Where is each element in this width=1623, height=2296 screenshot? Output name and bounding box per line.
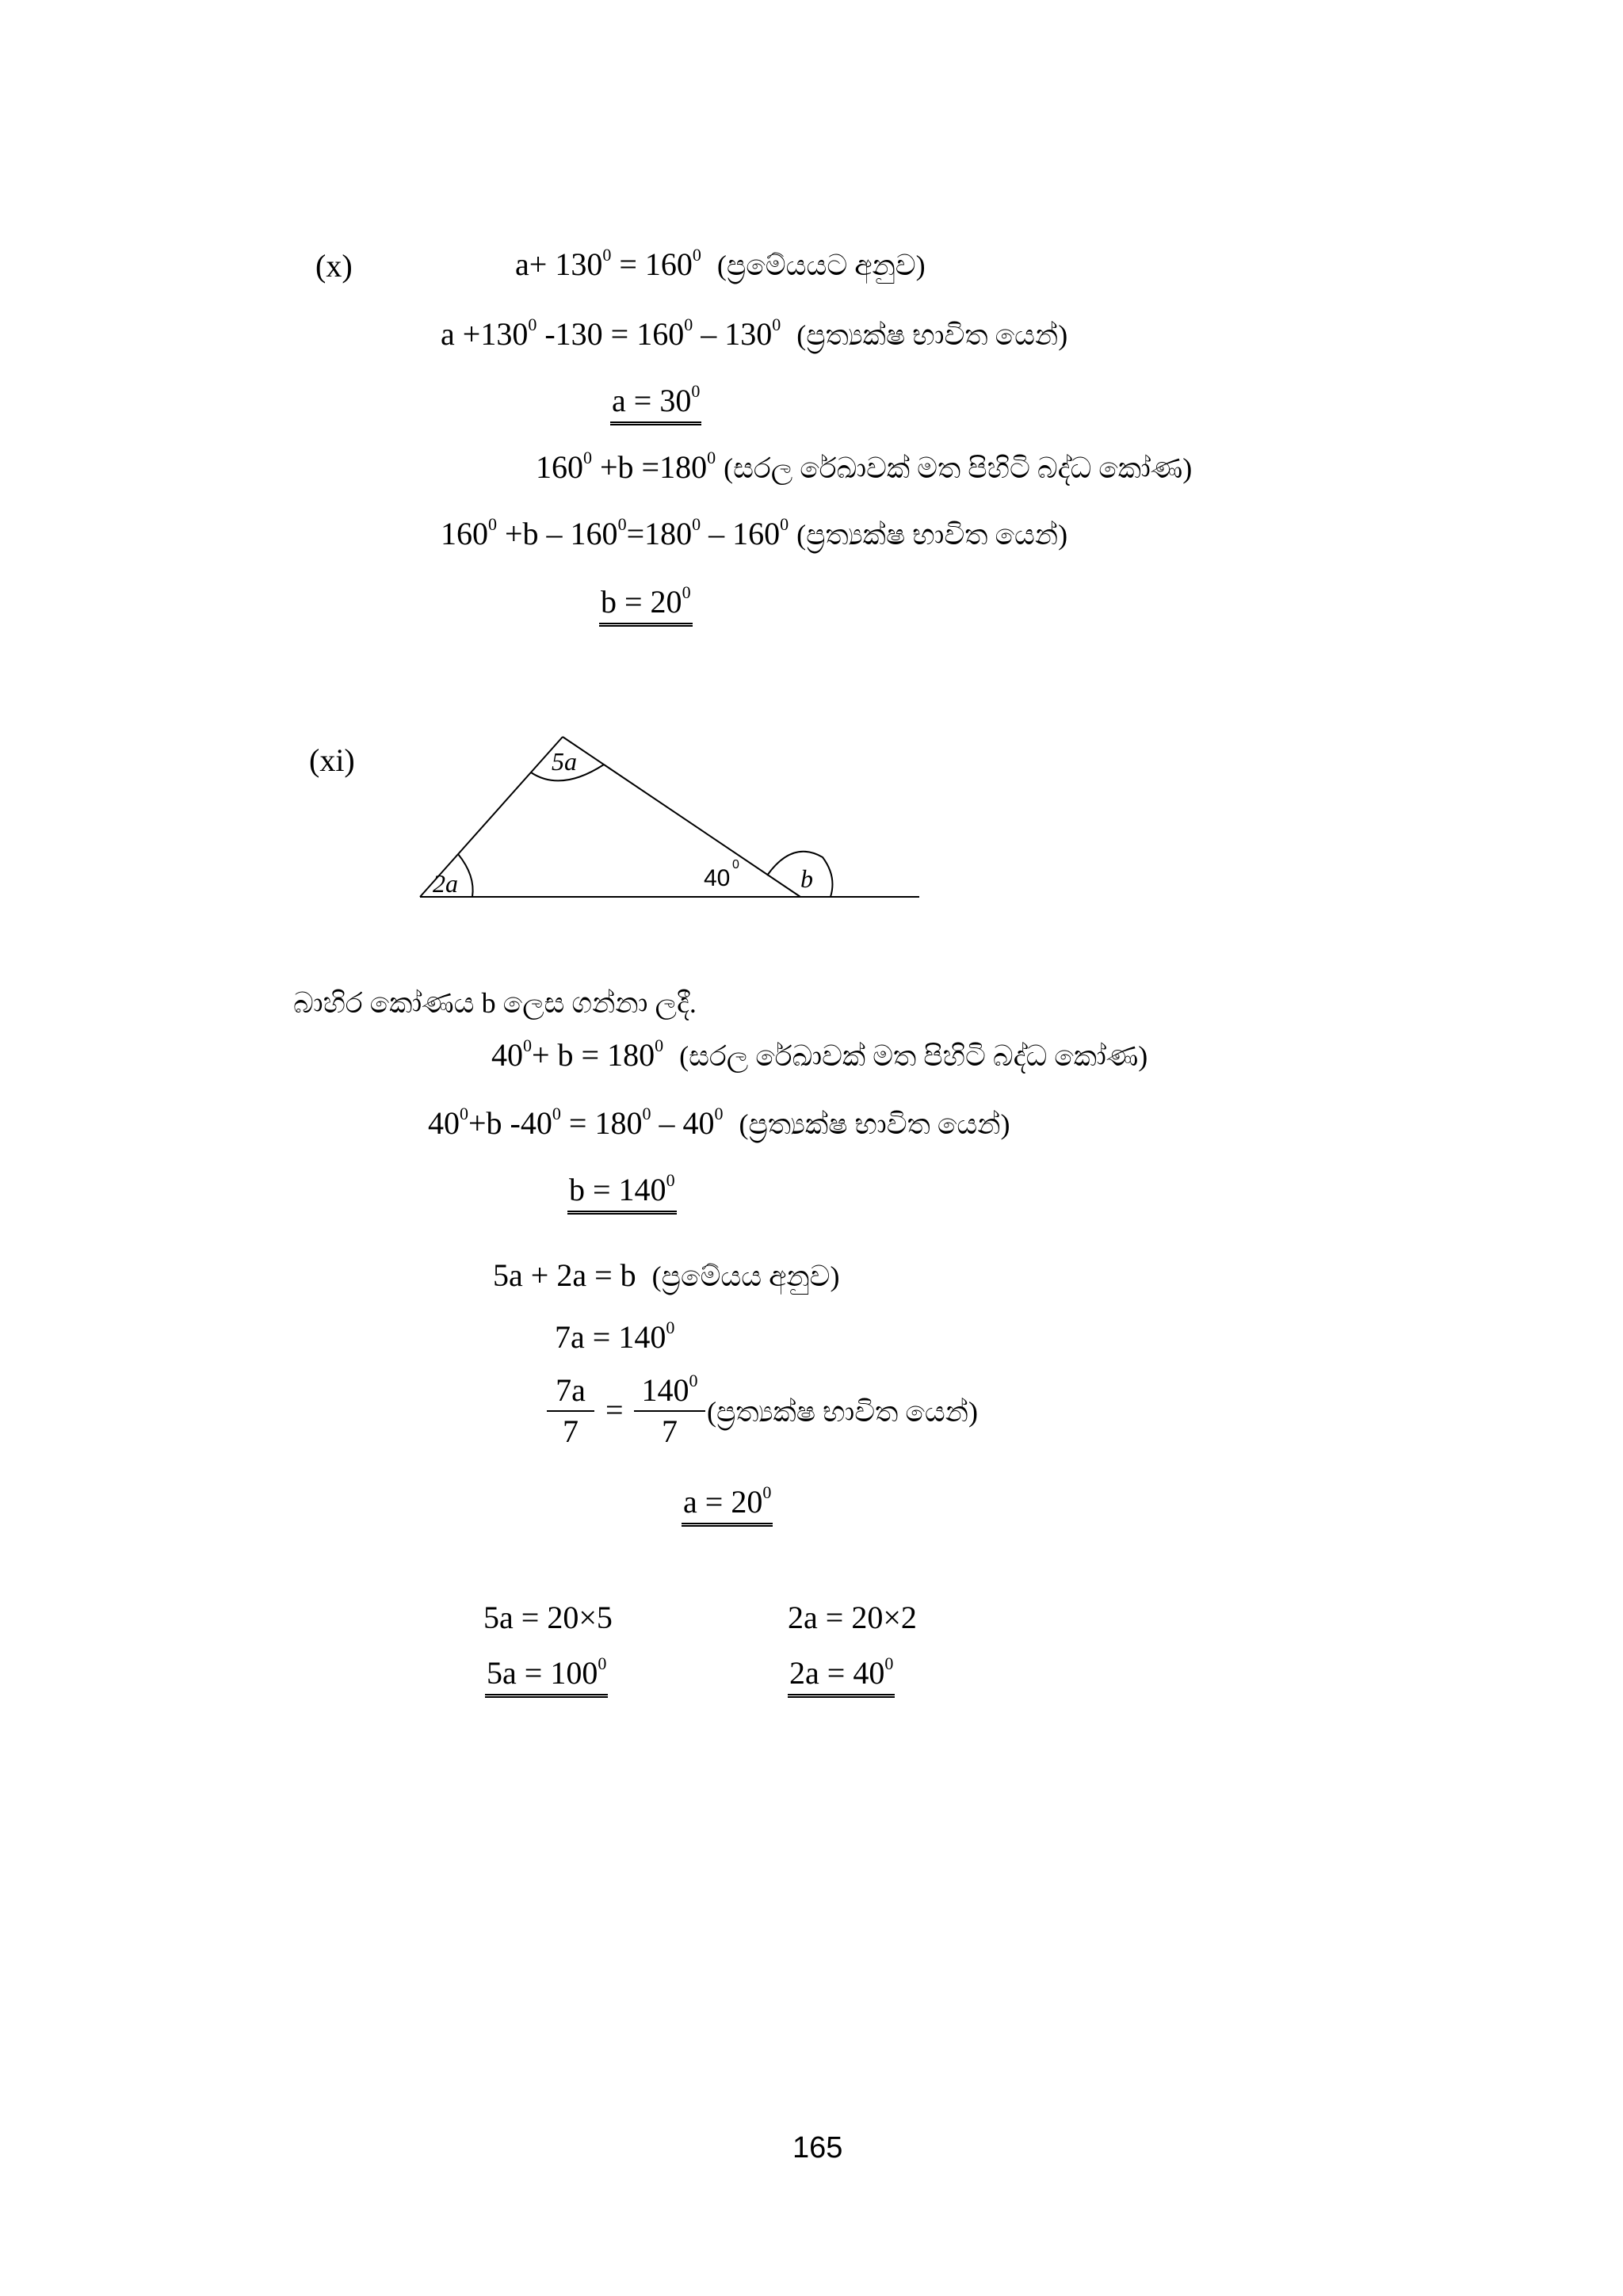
result-2a: $2a = 40^0$ <box>788 1653 895 1698</box>
eq-x-line-1: $a+ 130^0 = 160^0$ (ප්‍රමේයයට අනුව) <box>515 245 926 282</box>
eq-xi-line-5: $7a = 140^0$ <box>555 1318 675 1355</box>
fraction-right: $\frac{140^0}{7}$ <box>634 1371 705 1451</box>
reason-note: (ප්‍රත්‍යක්ෂ භාවිත යෙන්) <box>707 1396 979 1428</box>
result-5a: $5a = 100^0$ <box>485 1653 608 1698</box>
left-angle-arc <box>458 854 473 897</box>
section-x-label: (x) <box>315 248 353 284</box>
eq-x-line-4: $160^0 +b =180^0$ (සරල රේඛාවක් මත පිහිටි බද්ධ කෝණ) <box>536 448 1193 485</box>
reason-note: (ප්‍රත්‍යක්ෂ භාවිත යෙන්) <box>796 319 1068 351</box>
reason-note: (ප්‍රමේයය අනුව) <box>651 1261 840 1292</box>
eq-xi-line-4: 5a + 2a = b (ප්‍රමේයය අනුව) <box>493 1257 840 1293</box>
reason-note: (සරල රේඛාවක් මත පිහිටි බද්ධ කෝණ) <box>724 452 1193 484</box>
calc-2a: 2a = 20×2 <box>788 1600 917 1635</box>
angle-label-40: 40 <box>704 865 731 891</box>
eq-x-result-b: $b = 20^0$ <box>599 582 693 627</box>
triangle-diagram <box>396 713 935 903</box>
eq-x-result-a: $a = 30^0$ <box>610 380 701 425</box>
exterior-angle-intro: බාහිර කෝණය b ලෙස ගන්නා ලදී. <box>293 987 697 1019</box>
angle-label-2a: 2a <box>433 869 458 898</box>
eq-xi-result-a: $a = 20^0$ <box>682 1482 773 1527</box>
right-side <box>563 737 800 897</box>
angle-label-5a: 5a <box>552 747 577 776</box>
fraction-left: $\frac{7a}{7}$ <box>547 1371 594 1451</box>
reason-note: (ප්‍රත්‍යක්ෂ භාවිත යෙන්) <box>739 1108 1010 1140</box>
angle-label-40-sup: 0 <box>732 858 739 871</box>
calc-5a: 5a = 20×5 <box>483 1600 613 1635</box>
eq-x-line-2: $a +130^0$ $-130 = 160^0 - 130^0$ (ප්‍රත්‍යක්ෂ භාවිත යෙන්) <box>441 315 1068 352</box>
reason-note: (ප්‍රත්‍යක්ෂ භාවිත යෙන්) <box>796 519 1068 551</box>
angle-label-b: b <box>800 864 813 893</box>
eq-xi-result-b: $b = 140^0$ <box>567 1169 677 1215</box>
eq-x-line-5: $160^0 +b - 160^0=180^0 - 160^0$ (ප්‍රත්‍යක්ෂ භාවිත යෙන්) <box>441 514 1068 551</box>
reason-note: (සරල රේඛාවක් මත පිහිටි බද්ධ කෝණ) <box>679 1040 1148 1072</box>
reason-note: (ප්‍රමේයයට අනුව) <box>716 250 926 281</box>
eq-xi-line-1: $40^0+ b = 180^0$ (සරල රේඛාවක් මත පිහිටි බද්ධ කෝණ) <box>491 1035 1148 1073</box>
fraction-equals: = <box>605 1392 624 1428</box>
page-number: 165 <box>792 2131 843 2164</box>
section-xi-label: (xi) <box>309 742 355 778</box>
eq-xi-line-2: $40^0+b$ $-40^0 = 180^0 - 40^0$ (ප්‍රත්‍යක්ෂ භාවිත යෙන්) <box>428 1104 1010 1141</box>
